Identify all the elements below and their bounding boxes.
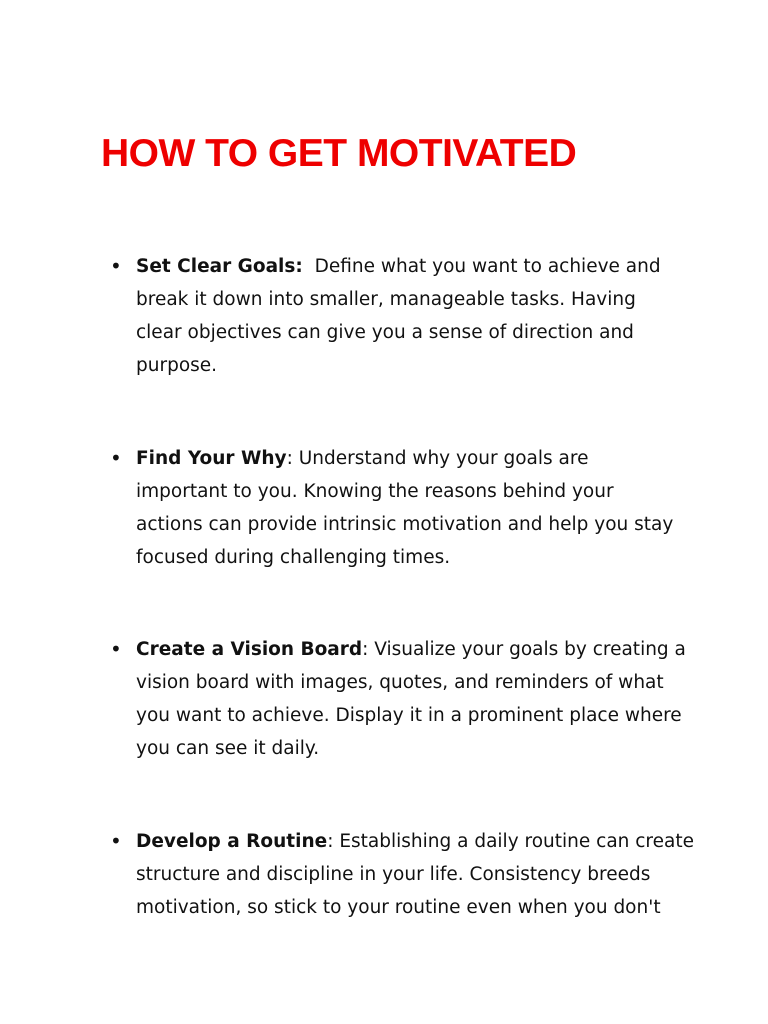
list-item [110, 825, 694, 924]
item-first-line [136, 633, 686, 666]
item-text: Understand why your goals are [292, 448, 589, 469]
item-line: clear objectives can give you a sense of direction and [136, 322, 634, 343]
item-line: purpose. [136, 355, 218, 376]
item-line: important to you. Knowing the reasons behind your [136, 481, 614, 502]
item-first-line [136, 442, 686, 475]
page-title: HOW TO GET MOTIVATED [101, 132, 577, 175]
item-line: you can see it daily. [136, 738, 320, 759]
item-line: vision board with images, quotes, and reminders of what [136, 672, 664, 693]
bullet-icon: • [110, 829, 122, 853]
item-lead: Set Clear Goals: [136, 256, 303, 277]
bullet-icon: • [110, 446, 122, 470]
item-separator: : [286, 448, 293, 469]
item-line: you want to achieve. Display it in a prominent place where [136, 705, 682, 726]
bullet-icon: • [110, 254, 122, 278]
list-item [110, 633, 686, 765]
item-separator: : [362, 639, 369, 660]
item-line: focused during challenging times. [136, 547, 451, 568]
item-line: break it down into smaller, manageable tasks. Having [136, 289, 636, 310]
item-lead: Create a Vision Board [136, 639, 363, 660]
item-text: Define what you want to achieve and [302, 256, 661, 277]
list-item [110, 250, 686, 382]
item-line: structure and discipline in your life. Consistency breeds [136, 864, 651, 885]
item-first-line [136, 250, 686, 283]
item-text: Visualize your goals by creating a [368, 639, 686, 660]
item-line: motivation, so stick to your routine even when you don't [136, 897, 661, 918]
item-line: actions can provide intrinsic motivation and help you stay [136, 514, 674, 535]
bullet-icon: • [110, 637, 122, 661]
list-item [110, 442, 686, 574]
item-first-line [136, 825, 694, 858]
item-text: Establishing a daily routine can create [333, 831, 694, 852]
item-separator: : [327, 831, 334, 852]
item-lead: Find Your Why [136, 448, 287, 469]
item-lead: Develop a Routine [136, 831, 328, 852]
